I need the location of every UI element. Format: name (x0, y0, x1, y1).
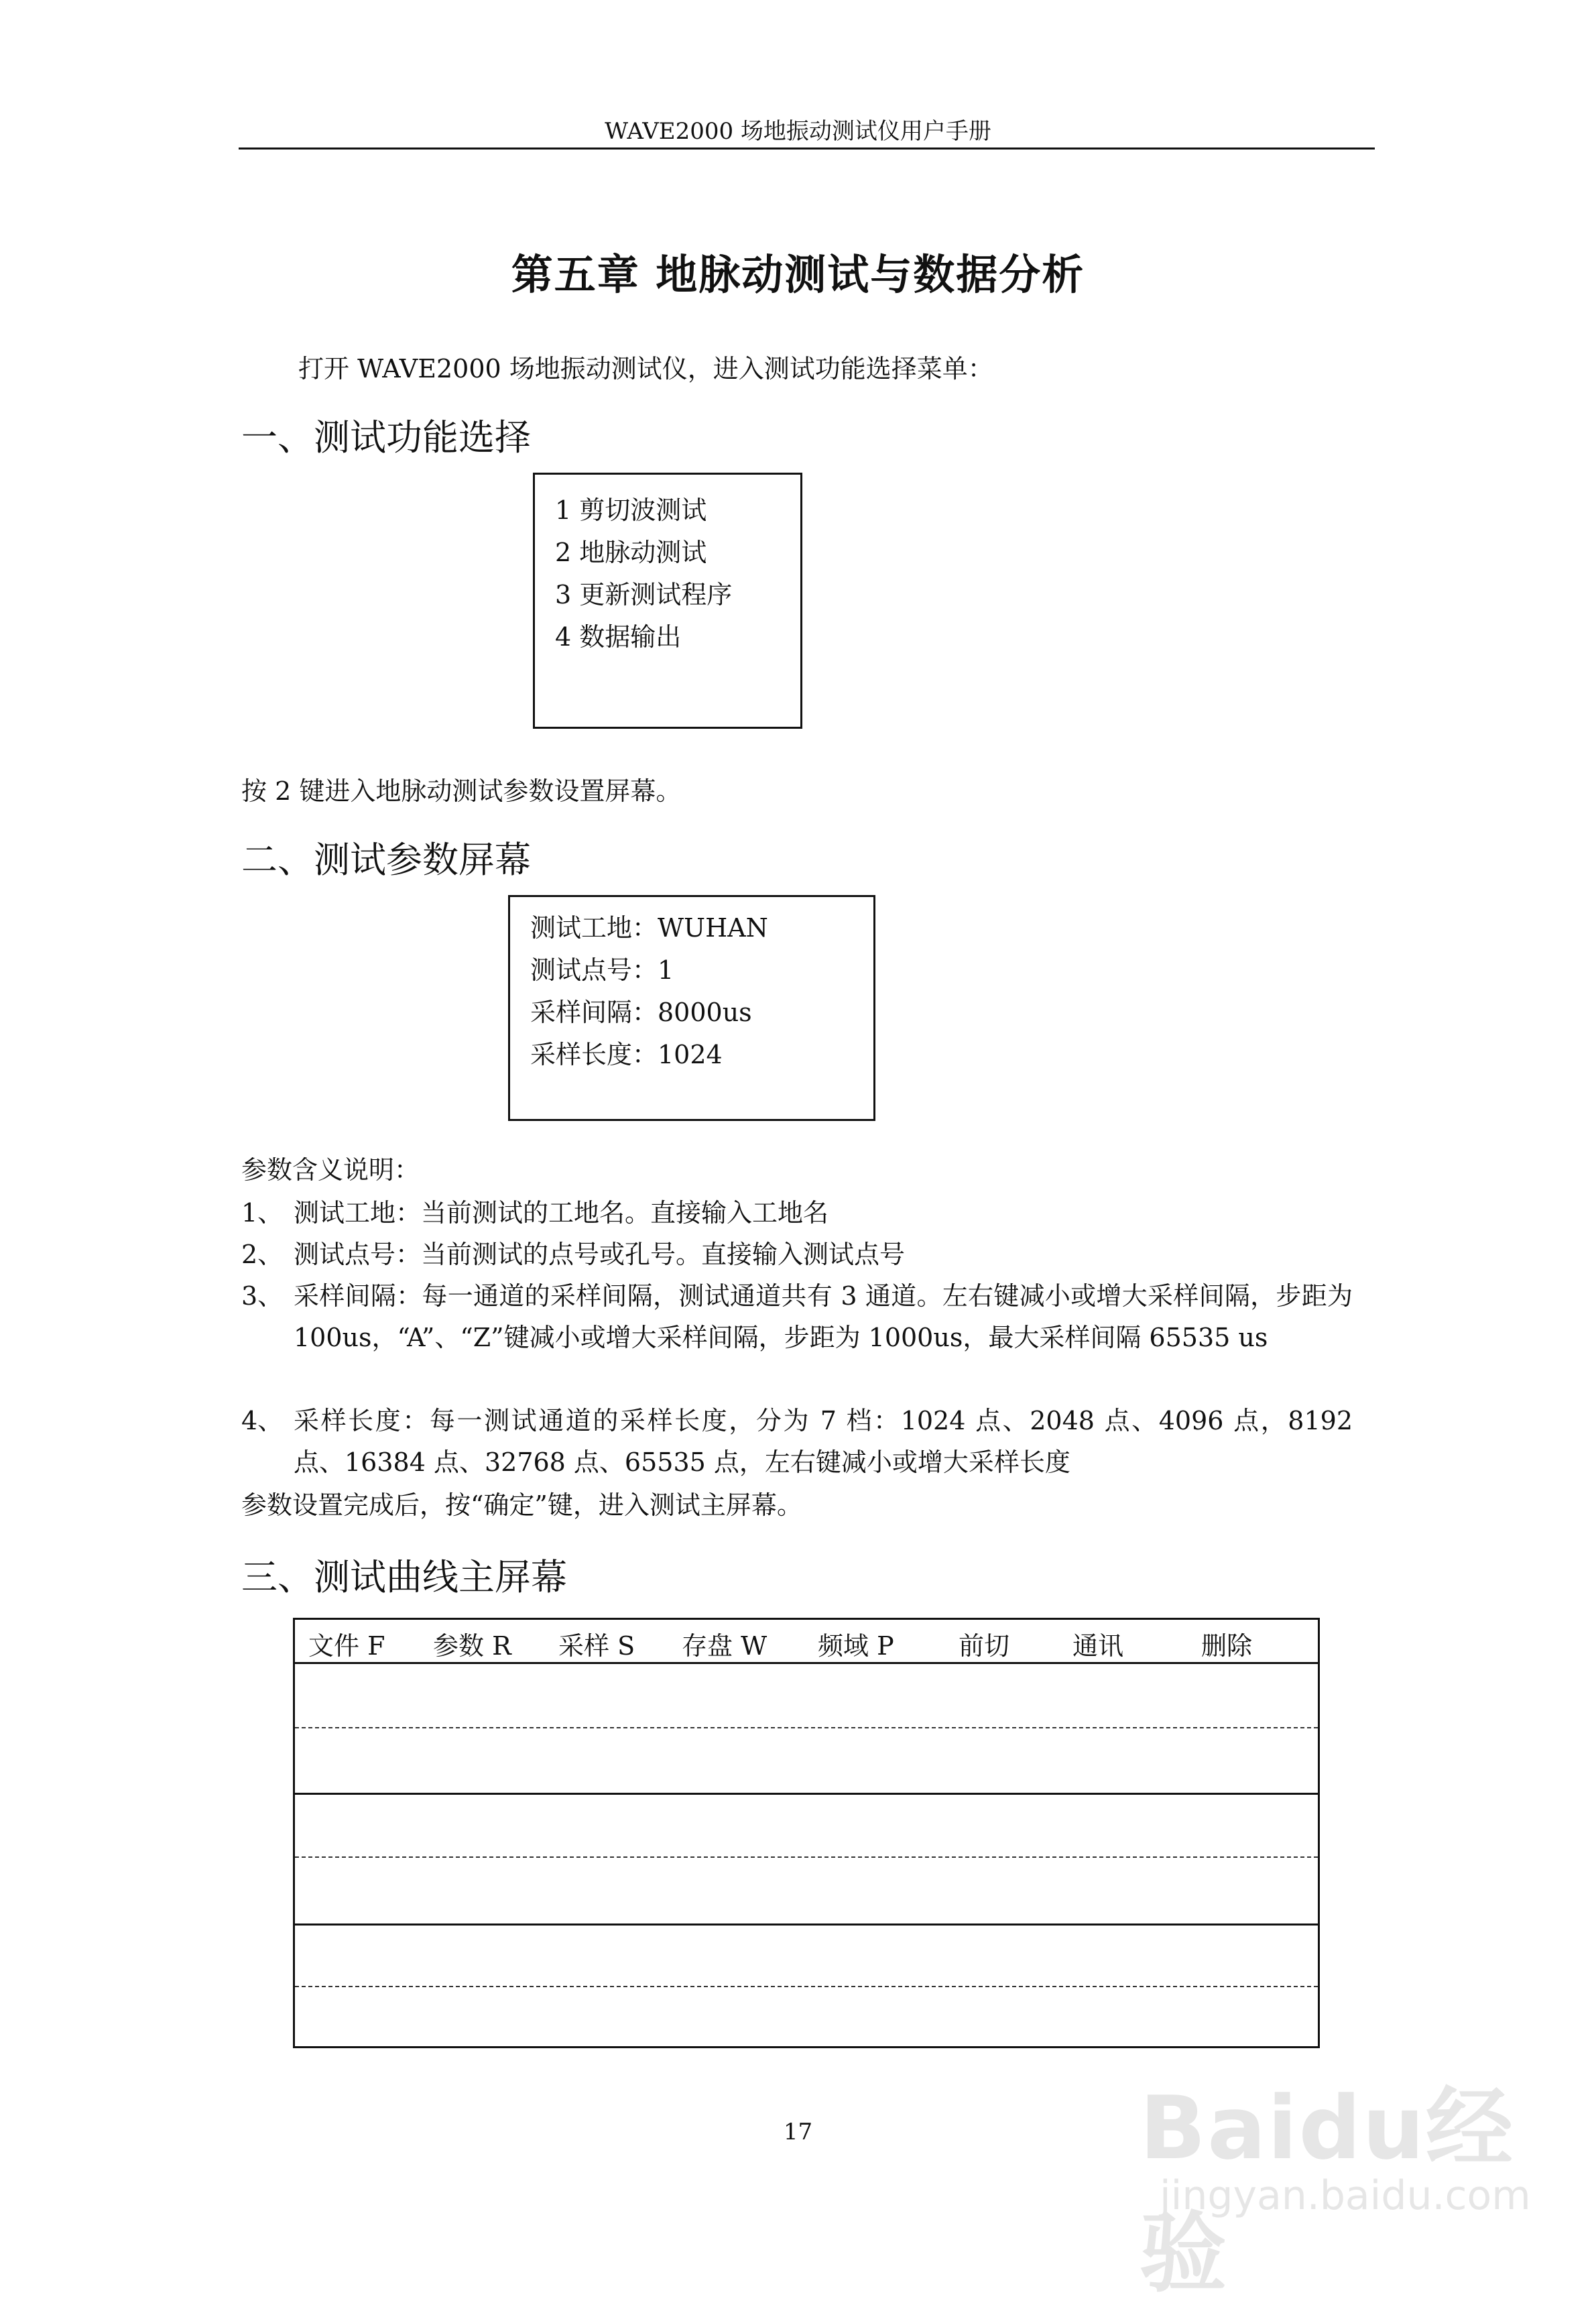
menu-item-update-program: 3 更新测试程序 (555, 580, 733, 609)
explain-item (241, 1192, 1354, 1234)
param-site: 测试工地：WUHAN (530, 913, 768, 943)
page-number: 17 (783, 2119, 813, 2145)
param-interval: 采样间隔：8000us (530, 998, 752, 1027)
menu-frequency[interactable]: 频域 P (818, 1631, 894, 1661)
explain-item-text: 采样长度：每一测试通道的采样长度，分为 7 档：1024 点、2048 点、4096 点，8192 点、16384 点、32768 点、65535 点，左右键减小或增大采样长度 (294, 1406, 1353, 1477)
menu-sample[interactable]: 采样 S (558, 1631, 635, 1661)
section2-closing: 参数设置完成后，按“确定”键，进入测试主屏幕。 (241, 1490, 802, 1520)
intro-paragraph: 打开 WAVE2000 场地振动测试仪，进入测试功能选择菜单： (298, 354, 993, 383)
watermark-brand-cn: 经验 (1140, 2077, 1514, 2304)
menu-comm[interactable]: 通讯 (1072, 1631, 1124, 1661)
menu-item-data-output: 4 数据输出 (555, 622, 682, 652)
explain-item-number: 3、 (241, 1281, 284, 1311)
channel-1-baseline (295, 1727, 1318, 1728)
explain-item (241, 1275, 1354, 1400)
explain-title: 参数含义说明： (241, 1155, 420, 1185)
menu-params[interactable]: 参数 R (433, 1631, 511, 1661)
page-header: WAVE2000 场地振动测试仪用户手册 (605, 118, 991, 145)
explain-item-text: 测试点号：当前测试的点号或孔号。直接输入测试点号 (294, 1240, 906, 1269)
param-length: 采样长度：1024 (530, 1040, 723, 1069)
channel-divider (295, 1793, 1318, 1795)
function-menu-box (533, 473, 802, 729)
menu-item-shear-wave: 1 剪切波测试 (555, 495, 707, 525)
explain-item-number: 2、 (241, 1240, 284, 1269)
explain-item (241, 1400, 1354, 1483)
explain-item-text: 采样间隔：每一通道的采样间隔，测试通道共有 3 通道。左右键减小或增大采样间隔，步距为 100us，“A”、“Z”键减小或增大采样间隔，步距为 1000us，最大采样间隔 65535 us (294, 1281, 1353, 1352)
menu-item-microtremor: 2 地脉动测试 (555, 538, 707, 567)
explain-item (241, 1234, 1354, 1275)
menu-file[interactable]: 文件 F (308, 1631, 385, 1661)
chapter-title: 第五章 地脉动测试与数据分析 (511, 250, 1085, 299)
menu-save[interactable]: 存盘 W (682, 1631, 768, 1661)
menu-delete[interactable]: 删除 (1201, 1631, 1253, 1661)
menu-pre-cut[interactable]: 前切 (959, 1631, 1010, 1661)
watermark-brand: Baidu (1140, 2077, 1426, 2179)
channel-divider (295, 1923, 1318, 1926)
section1-note: 按 2 键进入地脉动测试参数设置屏幕。 (241, 776, 682, 806)
channel-3-baseline (295, 1986, 1318, 1987)
explain-item-text: 测试工地：当前测试的工地名。直接输入工地名 (294, 1198, 829, 1228)
watermark-url: jingyan.baidu.com (1160, 2172, 1531, 2219)
section2-heading: 二、测试参数屏幕 (241, 839, 531, 881)
param-point: 测试点号：1 (530, 955, 674, 985)
channel-2-baseline (295, 1856, 1318, 1858)
param-screen-box (508, 895, 875, 1121)
section3-heading: 三、测试曲线主屏幕 (241, 1556, 567, 1598)
header-rule (239, 147, 1375, 150)
screen-menu-bar (295, 1620, 1318, 1664)
baidu-watermark (1140, 2038, 1569, 2304)
section1-heading: 一、测试功能选择 (241, 416, 531, 459)
explain-item-number: 4、 (241, 1406, 284, 1435)
explain-item-number: 1、 (241, 1198, 284, 1228)
main-curve-screen (293, 1618, 1320, 2048)
